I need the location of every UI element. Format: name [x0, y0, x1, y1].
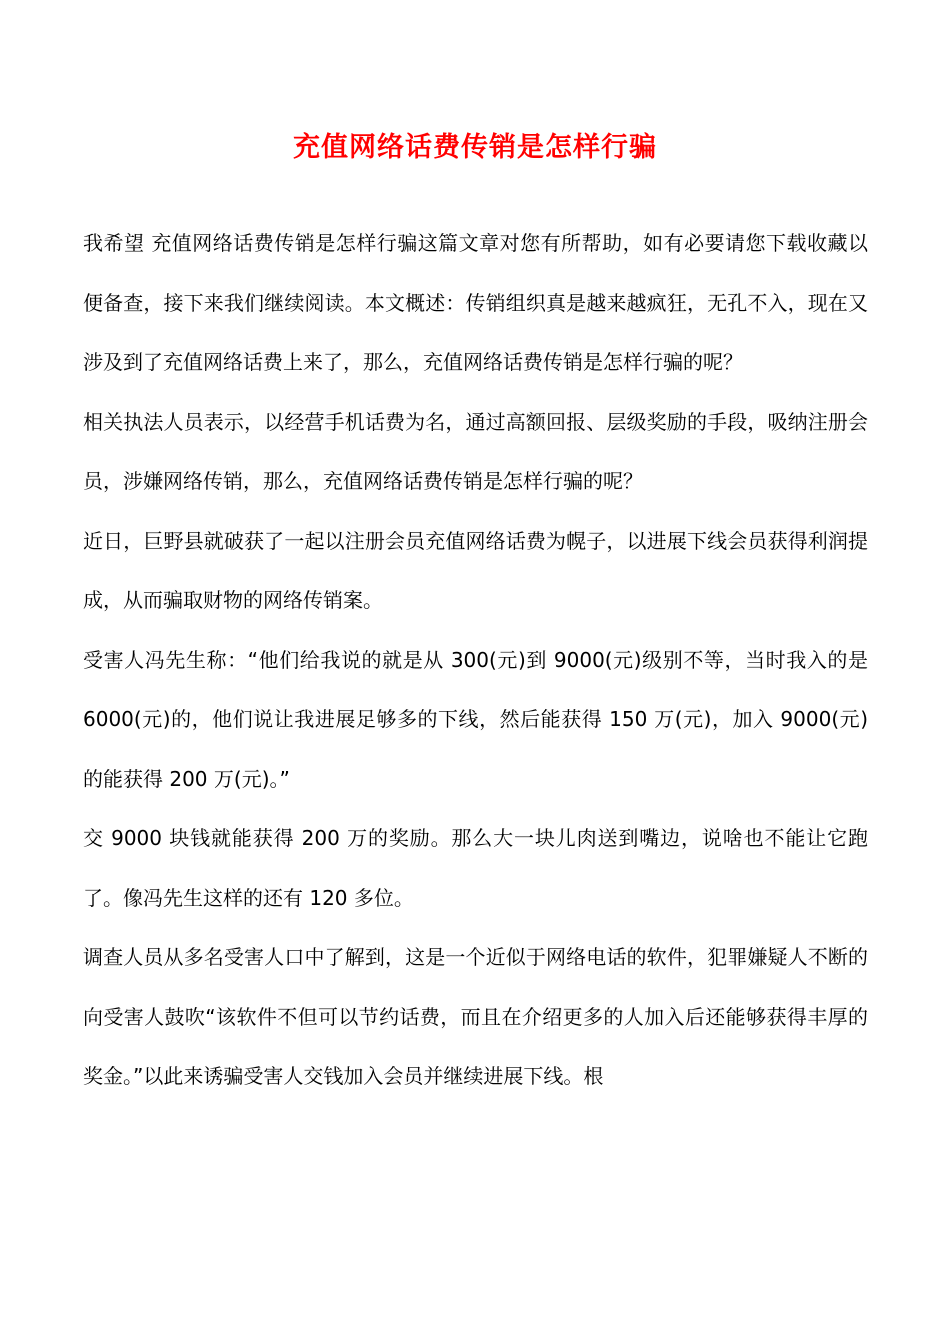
- paragraph-victim-quote: 受害人冯先生称：“他们给我说的就是从 300(元)到 9000(元)级别不等，当时我入的是 6000(元)的，他们说让我进展足够多的下线，然后能获得 150 万(元)，加入 9000(元)的能获得 200 万(元)。”: [83, 647, 868, 791]
- paragraph-investigation: 调查人员从多名受害人口中了解到，这是一个近似于网络电话的软件，犯罪嫌疑人不断的向受害人鼓吹“该软件不但可以节约话费，而且在介绍更多的人加入后还能够获得丰厚的奖金。”以此来诱骗受害人交钱加入会员并继续进展下线。根: [83, 945, 868, 1088]
- document-body: [83, 214, 868, 1107]
- document-title: 充值网络话费传销是怎样行骗: [293, 132, 657, 163]
- paragraph-intro: 我希望 充值网络话费传销是怎样行骗这篇文章对您有所帮助，如有必要请您下载收藏以便备查，接下来我们继续阅读。本文概述：传销组织真是越来越疯狂，无孔不入，现在又涉及到了充值网络话费上来了，那么，充值网络话费传销是怎样行骗的呢？: [83, 231, 868, 374]
- paragraph-officials: 相关执法人员表示，以经营手机话费为名，通过高额回报、层级奖励的手段，吸纳注册会员，涉嫌网络传销，那么，充值网络话费传销是怎样行骗的呢？: [83, 409, 868, 493]
- paragraph-reward: 交 9000 块钱就能获得 200 万的奖励。那么大一块儿肉送到嘴边，说啥也不能让它跑了。像冯先生这样的还有 120 多位。: [83, 826, 868, 910]
- paragraph-case: 近日，巨野县就破获了一起以注册会员充值网络话费为幌子，以进展下线会员获得利润提成，从而骗取财物的网络传销案。: [83, 528, 868, 612]
